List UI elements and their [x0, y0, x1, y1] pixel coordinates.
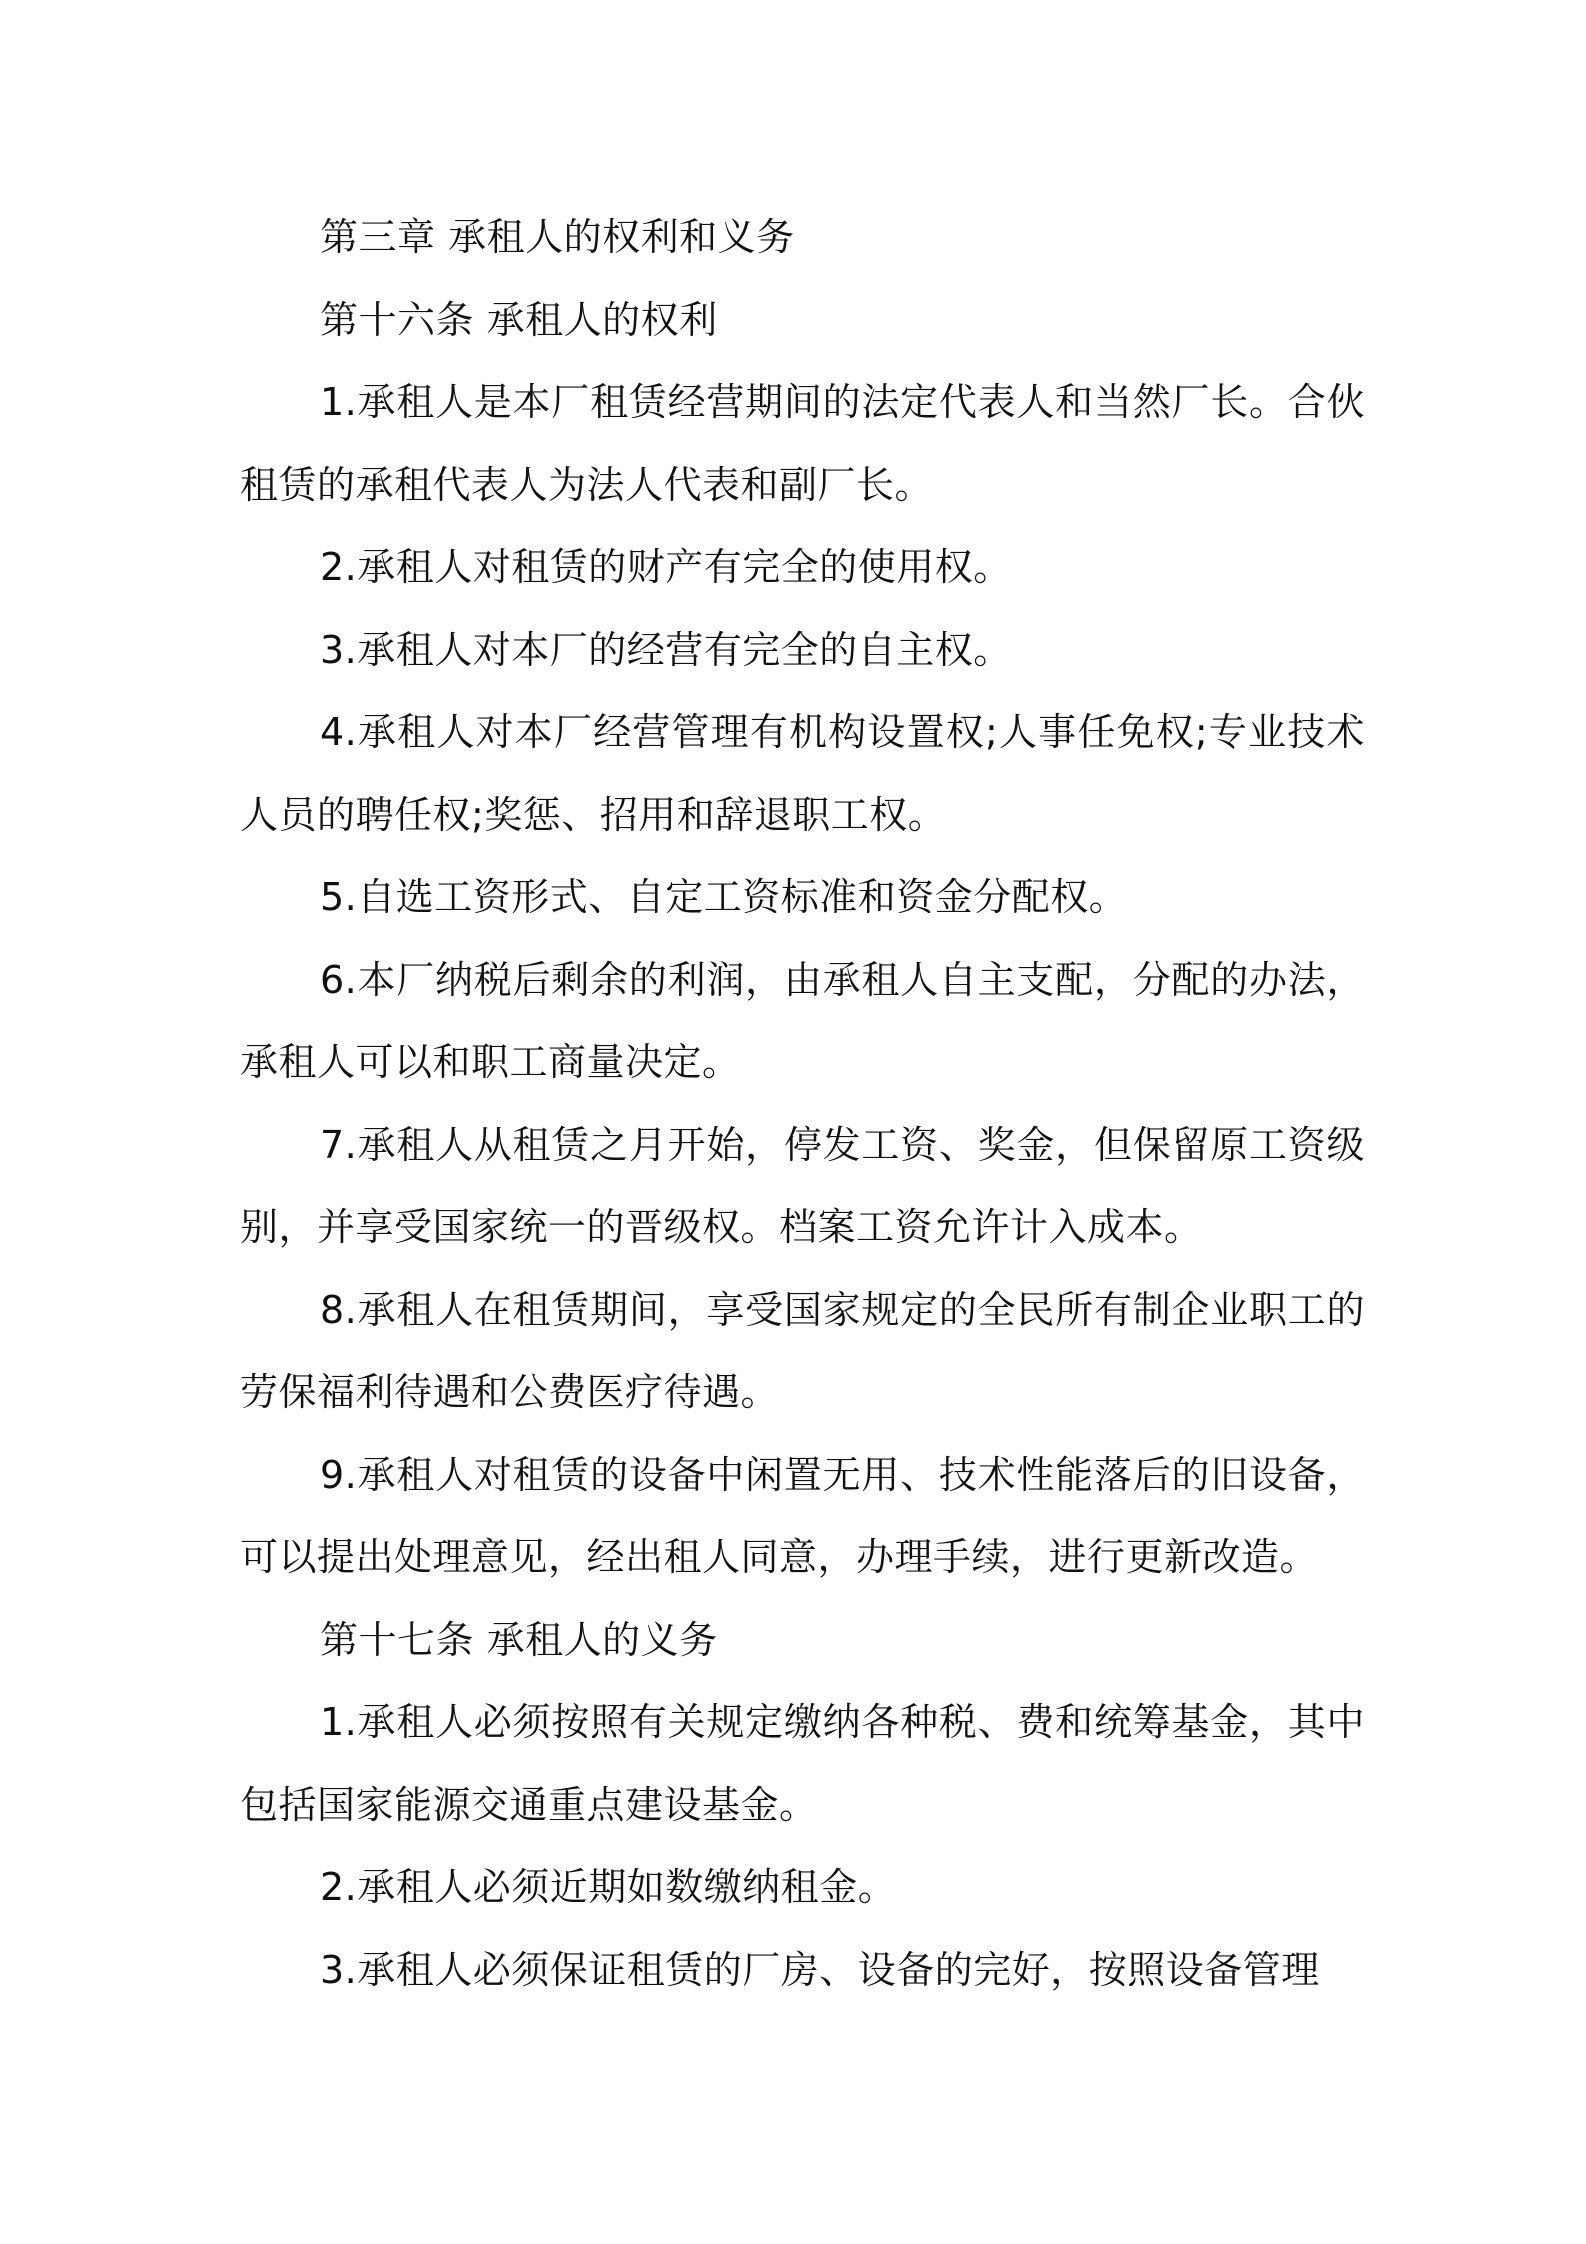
- article-17-item-3: 3.承租人必须保证租赁的厂房、设备的完好，按照设备管理: [320, 1947, 1320, 1992]
- article-16-item-1: 1.承租人是本厂租赁经营期间的法定代表人和当然厂长。合伙租赁的承租代表人为法人代表和副厂长。: [240, 380, 1365, 507]
- article-17-item-2: 2.承租人必须近期如数缴纳租金。: [320, 1865, 897, 1909]
- article-17-item-1: 1.承租人必须按照有关规定缴纳各种税、费和统筹基金，其中包括国家能源交通重点建设基金。: [240, 1700, 1365, 1827]
- chapter-heading: 第三章 承租人的权利和义务: [320, 215, 795, 259]
- article-16-heading: 第十六条 承租人的权利: [320, 297, 718, 342]
- article-16-item-4: 4.承租人对本厂经营管理有机构设置权;人事任免权;专业技术人员的聘任权;奖惩、招用和辞退职工权。: [240, 710, 1365, 837]
- article-16-item-6: 6.本厂纳税后剩余的利润，由承租人自主支配，分配的办法，承租人可以和职工商量决定。: [240, 957, 1365, 1084]
- article-16-item-8: 8.承租人在租赁期间，享受国家规定的全民所有制企业职工的劳保福利待遇和公费医疗待遇。: [240, 1287, 1365, 1414]
- article-16-item-2: 2.承租人对租赁的财产有完全的使用权。: [320, 545, 1012, 589]
- document-body: [240, 196, 1365, 2011]
- article-16-item-7: 7.承租人从租赁之月开始，停发工资、奖金，但保留原工资级别，并享受国家统一的晋级权。档案工资允许计入成本。: [240, 1122, 1365, 1249]
- article-16-item-9: 9.承租人对租赁的设备中闲置无用、技术性能落后的旧设备，可以提出处理意见，经出租人同意，办理手续，进行更新改造。: [240, 1452, 1365, 1579]
- article-16-item-3: 3.承租人对本厂的经营有完全的自主权。: [320, 627, 1012, 672]
- article-17-heading: 第十七条 承租人的义务: [320, 1617, 718, 1662]
- article-16-item-5: 5.自选工资形式、自定工资标准和资金分配权。: [320, 875, 1128, 919]
